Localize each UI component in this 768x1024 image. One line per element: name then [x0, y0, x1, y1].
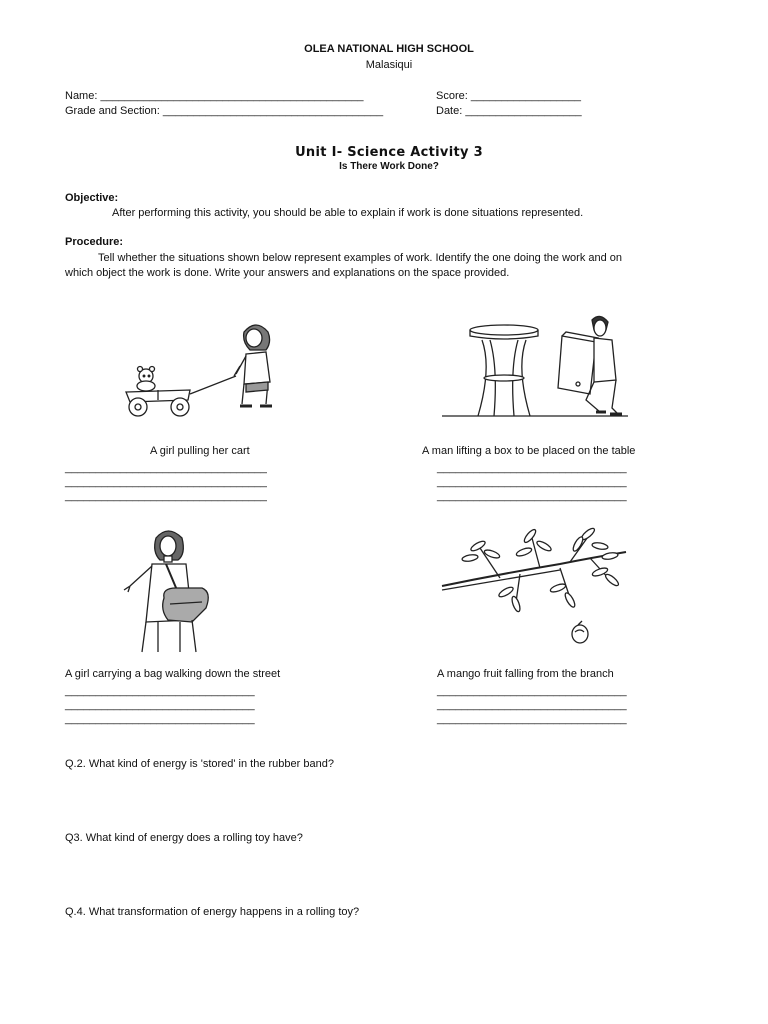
answer-line: _______________________________ — [437, 699, 627, 711]
girl-carrying-bag-illustration — [120, 528, 220, 654]
objective-heading: Objective: — [65, 192, 119, 204]
answer-line: _______________________________ — [65, 699, 255, 711]
procedure-text-line-1: Tell whether the situations shown below represent examples of work. Identify the one doing the work and on — [98, 252, 623, 264]
caption-mango-falling: A mango fruit falling from the branch — [437, 668, 614, 680]
answer-line: _______________________________ — [437, 713, 627, 725]
procedure-text-line-2: which object the work is done. Write your answers and explanations on the space provided. — [65, 267, 510, 279]
question-3: Q3. What kind of energy does a rolling toy have? — [65, 832, 303, 844]
objective-text: After performing this activity, you should be able to explain if work is done situations represented. — [112, 207, 584, 219]
answer-line: _______________________________ — [437, 462, 627, 474]
girl-pulling-cart-illustration — [118, 310, 288, 422]
grade-section-field: Grade and Section: ____________________________________ — [65, 105, 384, 117]
school-town: Malasiqui — [365, 59, 413, 71]
caption-girl-pulling-cart: A girl pulling her cart — [150, 445, 250, 457]
answer-line: _______________________________ — [437, 490, 627, 502]
score-field: Score: __________________ — [436, 90, 581, 102]
procedure-heading: Procedure: — [65, 236, 124, 248]
caption-girl-carrying-bag: A girl carrying a bag walking down the street — [65, 668, 281, 680]
answer-line: _________________________________ — [65, 462, 267, 474]
mango-falling-illustration — [440, 528, 630, 650]
answer-line: _______________________________ — [437, 685, 627, 697]
name-field: Name: ___________________________________________ — [65, 90, 364, 102]
answer-line: _______________________________ — [65, 685, 255, 697]
date-field: Date: ___________________ — [436, 105, 582, 117]
answer-line: _________________________________ — [65, 476, 267, 488]
man-lifting-box-illustration — [440, 308, 630, 420]
school-name: OLEA NATIONAL HIGH SCHOOL — [304, 43, 474, 55]
question-4: Q.4. What transformation of energy happens in a rolling toy? — [65, 906, 360, 918]
caption-man-lifting-box: A man lifting a box to be placed on the table — [422, 445, 636, 457]
activity-title: Unit I- Science Activity 3 — [295, 145, 483, 160]
answer-line: _______________________________ — [65, 713, 255, 725]
activity-subtitle: Is There Work Done? — [339, 161, 439, 172]
answer-line: _________________________________ — [65, 490, 267, 502]
answer-line: _______________________________ — [437, 476, 627, 488]
question-2: Q.2. What kind of energy is 'stored' in the rubber band? — [65, 758, 334, 770]
